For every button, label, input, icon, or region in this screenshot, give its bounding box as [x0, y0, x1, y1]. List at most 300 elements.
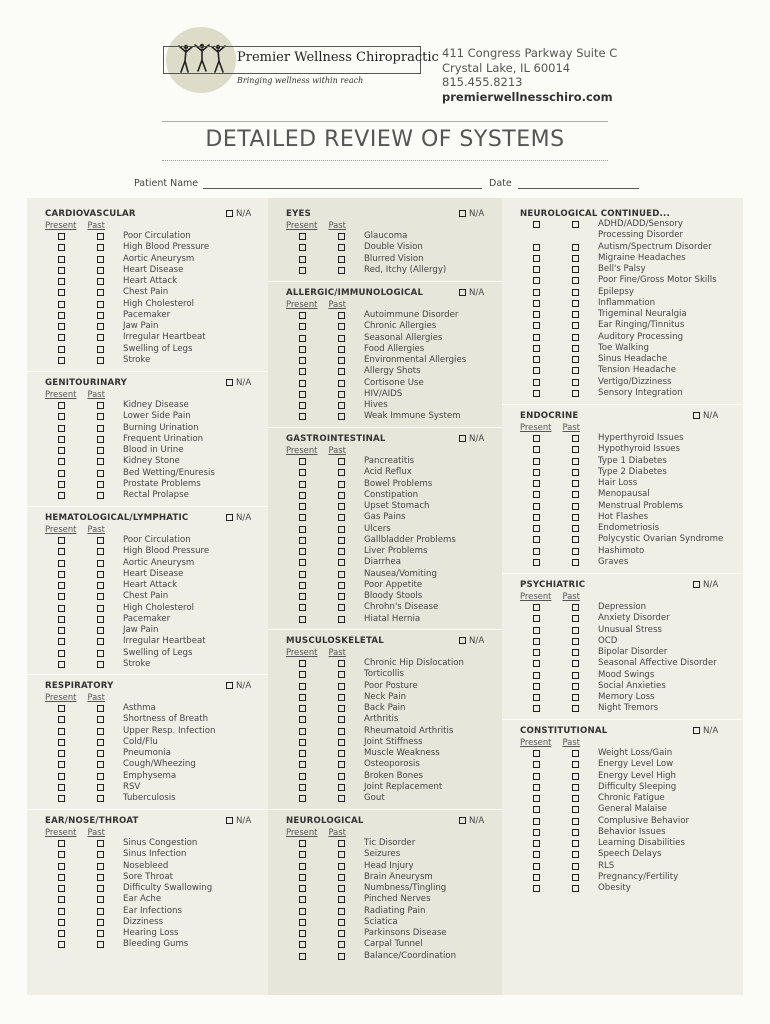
present-checkbox[interactable]: [299, 851, 306, 858]
past-checkbox[interactable]: [97, 650, 104, 657]
present-checkbox[interactable]: [299, 660, 306, 667]
past-checkbox[interactable]: [338, 559, 345, 566]
past-checkbox[interactable]: [97, 716, 104, 723]
past-checkbox[interactable]: [572, 672, 579, 679]
present-checkbox[interactable]: [58, 784, 65, 791]
present-checkbox[interactable]: [299, 402, 306, 409]
past-checkbox[interactable]: [338, 671, 345, 678]
present-checkbox[interactable]: [299, 616, 306, 623]
date-field[interactable]: [518, 188, 639, 189]
past-checkbox[interactable]: [338, 571, 345, 578]
present-checkbox[interactable]: [299, 357, 306, 364]
present-checkbox[interactable]: [533, 367, 540, 374]
past-checkbox[interactable]: [572, 705, 579, 712]
present-checkbox[interactable]: [58, 773, 65, 780]
present-checkbox[interactable]: [58, 739, 65, 746]
na-checkbox[interactable]: [226, 210, 233, 217]
past-checkbox[interactable]: [97, 267, 104, 274]
past-checkbox[interactable]: [338, 683, 345, 690]
present-checkbox[interactable]: [58, 661, 65, 668]
present-checkbox[interactable]: [533, 559, 540, 566]
past-checkbox[interactable]: [572, 638, 579, 645]
past-checkbox[interactable]: [338, 761, 345, 768]
past-checkbox[interactable]: [97, 661, 104, 668]
past-checkbox[interactable]: [97, 896, 104, 903]
past-checkbox[interactable]: [572, 322, 579, 329]
present-checkbox[interactable]: [533, 311, 540, 318]
past-checkbox[interactable]: [338, 458, 345, 465]
present-checkbox[interactable]: [533, 503, 540, 510]
past-checkbox[interactable]: [338, 402, 345, 409]
past-checkbox[interactable]: [338, 514, 345, 521]
na-checkbox[interactable]: [226, 379, 233, 386]
past-checkbox[interactable]: [572, 356, 579, 363]
na-checkbox[interactable]: [459, 817, 466, 824]
present-checkbox[interactable]: [533, 818, 540, 825]
past-checkbox[interactable]: [338, 716, 345, 723]
na-option[interactable]: [459, 209, 484, 219]
present-checkbox[interactable]: [533, 244, 540, 251]
past-checkbox[interactable]: [338, 380, 345, 387]
past-checkbox[interactable]: [97, 289, 104, 296]
past-checkbox[interactable]: [97, 750, 104, 757]
present-checkbox[interactable]: [299, 716, 306, 723]
past-checkbox[interactable]: [97, 593, 104, 600]
present-checkbox[interactable]: [58, 402, 65, 409]
past-checkbox[interactable]: [97, 761, 104, 768]
present-checkbox[interactable]: [58, 705, 65, 712]
past-checkbox[interactable]: [97, 481, 104, 488]
present-checkbox[interactable]: [299, 323, 306, 330]
present-checkbox[interactable]: [299, 481, 306, 488]
past-checkbox[interactable]: [97, 705, 104, 712]
present-checkbox[interactable]: [58, 425, 65, 432]
past-checkbox[interactable]: [338, 896, 345, 903]
present-checkbox[interactable]: [533, 221, 540, 228]
present-checkbox[interactable]: [533, 615, 540, 622]
past-checkbox[interactable]: [338, 795, 345, 802]
present-checkbox[interactable]: [58, 582, 65, 589]
present-checkbox[interactable]: [533, 604, 540, 611]
present-checkbox[interactable]: [299, 548, 306, 555]
past-checkbox[interactable]: [338, 323, 345, 330]
present-checkbox[interactable]: [58, 851, 65, 858]
present-checkbox[interactable]: [299, 919, 306, 926]
present-checkbox[interactable]: [58, 346, 65, 353]
past-checkbox[interactable]: [572, 221, 579, 228]
present-checkbox[interactable]: [299, 492, 306, 499]
past-checkbox[interactable]: [97, 885, 104, 892]
past-checkbox[interactable]: [97, 278, 104, 285]
present-checkbox[interactable]: [533, 750, 540, 757]
present-checkbox[interactable]: [533, 536, 540, 543]
past-checkbox[interactable]: [338, 368, 345, 375]
present-checkbox[interactable]: [299, 559, 306, 566]
past-checkbox[interactable]: [97, 346, 104, 353]
past-checkbox[interactable]: [97, 638, 104, 645]
present-checkbox[interactable]: [533, 289, 540, 296]
past-checkbox[interactable]: [97, 436, 104, 443]
past-checkbox[interactable]: [572, 379, 579, 386]
past-checkbox[interactable]: [572, 469, 579, 476]
present-checkbox[interactable]: [299, 604, 306, 611]
past-checkbox[interactable]: [97, 874, 104, 881]
past-checkbox[interactable]: [97, 627, 104, 634]
past-checkbox[interactable]: [97, 233, 104, 240]
present-checkbox[interactable]: [58, 256, 65, 263]
present-checkbox[interactable]: [58, 885, 65, 892]
past-checkbox[interactable]: [338, 750, 345, 757]
present-checkbox[interactable]: [533, 446, 540, 453]
past-checkbox[interactable]: [97, 908, 104, 915]
past-checkbox[interactable]: [572, 435, 579, 442]
past-checkbox[interactable]: [338, 953, 345, 960]
present-checkbox[interactable]: [533, 863, 540, 870]
past-checkbox[interactable]: [572, 761, 579, 768]
na-checkbox[interactable]: [459, 289, 466, 296]
present-checkbox[interactable]: [533, 345, 540, 352]
present-checkbox[interactable]: [58, 930, 65, 937]
present-checkbox[interactable]: [58, 605, 65, 612]
present-checkbox[interactable]: [299, 896, 306, 903]
present-checkbox[interactable]: [299, 874, 306, 881]
past-checkbox[interactable]: [97, 402, 104, 409]
na-checkbox[interactable]: [693, 581, 700, 588]
present-checkbox[interactable]: [533, 627, 540, 634]
past-checkbox[interactable]: [97, 605, 104, 612]
present-checkbox[interactable]: [58, 481, 65, 488]
past-checkbox[interactable]: [338, 391, 345, 398]
present-checkbox[interactable]: [299, 784, 306, 791]
present-checkbox[interactable]: [299, 795, 306, 802]
past-checkbox[interactable]: [572, 277, 579, 284]
past-checkbox[interactable]: [97, 941, 104, 948]
present-checkbox[interactable]: [533, 480, 540, 487]
past-checkbox[interactable]: [572, 885, 579, 892]
present-checkbox[interactable]: [299, 908, 306, 915]
present-checkbox[interactable]: [58, 447, 65, 454]
present-checkbox[interactable]: [58, 323, 65, 330]
present-checkbox[interactable]: [299, 458, 306, 465]
past-checkbox[interactable]: [572, 367, 579, 374]
present-checkbox[interactable]: [533, 277, 540, 284]
past-checkbox[interactable]: [338, 492, 345, 499]
present-checkbox[interactable]: [533, 795, 540, 802]
past-checkbox[interactable]: [97, 334, 104, 341]
past-checkbox[interactable]: [338, 616, 345, 623]
na-checkbox[interactable]: [459, 637, 466, 644]
present-checkbox[interactable]: [58, 840, 65, 847]
present-checkbox[interactable]: [299, 761, 306, 768]
past-checkbox[interactable]: [572, 548, 579, 555]
present-checkbox[interactable]: [533, 390, 540, 397]
present-checkbox[interactable]: [533, 356, 540, 363]
past-checkbox[interactable]: [97, 582, 104, 589]
na-checkbox[interactable]: [459, 435, 466, 442]
past-checkbox[interactable]: [572, 446, 579, 453]
present-checkbox[interactable]: [533, 829, 540, 836]
past-checkbox[interactable]: [338, 784, 345, 791]
na-option[interactable]: [226, 681, 251, 691]
present-checkbox[interactable]: [299, 728, 306, 735]
past-checkbox[interactable]: [338, 469, 345, 476]
na-checkbox[interactable]: [226, 514, 233, 521]
present-checkbox[interactable]: [58, 470, 65, 477]
present-checkbox[interactable]: [58, 627, 65, 634]
present-checkbox[interactable]: [533, 525, 540, 532]
present-checkbox[interactable]: [299, 267, 306, 274]
present-checkbox[interactable]: [533, 514, 540, 521]
past-checkbox[interactable]: [572, 311, 579, 318]
na-option[interactable]: [226, 209, 251, 219]
past-checkbox[interactable]: [338, 874, 345, 881]
present-checkbox[interactable]: [533, 491, 540, 498]
present-checkbox[interactable]: [533, 548, 540, 555]
present-checkbox[interactable]: [299, 368, 306, 375]
na-option[interactable]: [693, 726, 718, 736]
past-checkbox[interactable]: [572, 536, 579, 543]
present-checkbox[interactable]: [299, 380, 306, 387]
past-checkbox[interactable]: [338, 705, 345, 712]
na-checkbox[interactable]: [693, 412, 700, 419]
past-checkbox[interactable]: [572, 480, 579, 487]
past-checkbox[interactable]: [338, 593, 345, 600]
present-checkbox[interactable]: [299, 233, 306, 240]
present-checkbox[interactable]: [299, 413, 306, 420]
past-checkbox[interactable]: [338, 335, 345, 342]
present-checkbox[interactable]: [299, 671, 306, 678]
present-checkbox[interactable]: [533, 379, 540, 386]
present-checkbox[interactable]: [299, 953, 306, 960]
past-checkbox[interactable]: [97, 413, 104, 420]
present-checkbox[interactable]: [299, 941, 306, 948]
present-checkbox[interactable]: [58, 728, 65, 735]
past-checkbox[interactable]: [572, 559, 579, 566]
present-checkbox[interactable]: [533, 874, 540, 881]
present-checkbox[interactable]: [299, 514, 306, 521]
na-option[interactable]: [459, 288, 484, 298]
present-checkbox[interactable]: [58, 244, 65, 251]
present-checkbox[interactable]: [299, 739, 306, 746]
past-checkbox[interactable]: [572, 491, 579, 498]
present-checkbox[interactable]: [58, 593, 65, 600]
present-checkbox[interactable]: [58, 616, 65, 623]
present-checkbox[interactable]: [299, 346, 306, 353]
present-checkbox[interactable]: [58, 548, 65, 555]
present-checkbox[interactable]: [58, 560, 65, 567]
past-checkbox[interactable]: [97, 739, 104, 746]
present-checkbox[interactable]: [533, 705, 540, 712]
past-checkbox[interactable]: [97, 616, 104, 623]
present-checkbox[interactable]: [299, 750, 306, 757]
present-checkbox[interactable]: [533, 638, 540, 645]
past-checkbox[interactable]: [338, 267, 345, 274]
website-link[interactable]: premierwellnesschiro.com: [442, 89, 613, 104]
past-checkbox[interactable]: [572, 345, 579, 352]
past-checkbox[interactable]: [338, 885, 345, 892]
past-checkbox[interactable]: [338, 526, 345, 533]
present-checkbox[interactable]: [299, 840, 306, 847]
past-checkbox[interactable]: [572, 604, 579, 611]
past-checkbox[interactable]: [572, 806, 579, 813]
present-checkbox[interactable]: [58, 492, 65, 499]
present-checkbox[interactable]: [533, 761, 540, 768]
past-checkbox[interactable]: [97, 470, 104, 477]
present-checkbox[interactable]: [58, 908, 65, 915]
past-checkbox[interactable]: [572, 289, 579, 296]
past-checkbox[interactable]: [572, 334, 579, 341]
present-checkbox[interactable]: [58, 537, 65, 544]
past-checkbox[interactable]: [97, 773, 104, 780]
present-checkbox[interactable]: [299, 571, 306, 578]
present-checkbox[interactable]: [533, 435, 540, 442]
past-checkbox[interactable]: [338, 582, 345, 589]
past-checkbox[interactable]: [572, 683, 579, 690]
present-checkbox[interactable]: [58, 571, 65, 578]
past-checkbox[interactable]: [338, 840, 345, 847]
present-checkbox[interactable]: [299, 683, 306, 690]
past-checkbox[interactable]: [572, 750, 579, 757]
present-checkbox[interactable]: [58, 289, 65, 296]
past-checkbox[interactable]: [97, 851, 104, 858]
na-checkbox[interactable]: [226, 682, 233, 689]
na-option[interactable]: [459, 636, 484, 646]
present-checkbox[interactable]: [58, 761, 65, 768]
past-checkbox[interactable]: [97, 571, 104, 578]
present-checkbox[interactable]: [299, 773, 306, 780]
present-checkbox[interactable]: [58, 278, 65, 285]
present-checkbox[interactable]: [533, 458, 540, 465]
past-checkbox[interactable]: [572, 773, 579, 780]
present-checkbox[interactable]: [58, 436, 65, 443]
present-checkbox[interactable]: [533, 851, 540, 858]
present-checkbox[interactable]: [533, 300, 540, 307]
present-checkbox[interactable]: [58, 941, 65, 948]
na-checkbox[interactable]: [693, 727, 700, 734]
present-checkbox[interactable]: [533, 469, 540, 476]
past-checkbox[interactable]: [338, 312, 345, 319]
past-checkbox[interactable]: [572, 244, 579, 251]
past-checkbox[interactable]: [338, 233, 345, 240]
present-checkbox[interactable]: [58, 896, 65, 903]
past-checkbox[interactable]: [572, 266, 579, 273]
past-checkbox[interactable]: [338, 357, 345, 364]
past-checkbox[interactable]: [338, 908, 345, 915]
present-checkbox[interactable]: [58, 638, 65, 645]
present-checkbox[interactable]: [58, 874, 65, 881]
past-checkbox[interactable]: [338, 346, 345, 353]
past-checkbox[interactable]: [97, 784, 104, 791]
past-checkbox[interactable]: [572, 255, 579, 262]
present-checkbox[interactable]: [299, 582, 306, 589]
past-checkbox[interactable]: [97, 795, 104, 802]
past-checkbox[interactable]: [97, 919, 104, 926]
past-checkbox[interactable]: [97, 560, 104, 567]
past-checkbox[interactable]: [338, 930, 345, 937]
past-checkbox[interactable]: [97, 301, 104, 308]
present-checkbox[interactable]: [58, 312, 65, 319]
present-checkbox[interactable]: [533, 773, 540, 780]
present-checkbox[interactable]: [299, 244, 306, 251]
present-checkbox[interactable]: [299, 863, 306, 870]
past-checkbox[interactable]: [338, 548, 345, 555]
past-checkbox[interactable]: [572, 874, 579, 881]
past-checkbox[interactable]: [97, 840, 104, 847]
past-checkbox[interactable]: [572, 458, 579, 465]
past-checkbox[interactable]: [338, 244, 345, 251]
past-checkbox[interactable]: [572, 863, 579, 870]
present-checkbox[interactable]: [58, 750, 65, 757]
present-checkbox[interactable]: [533, 672, 540, 679]
past-checkbox[interactable]: [572, 525, 579, 532]
past-checkbox[interactable]: [97, 312, 104, 319]
past-checkbox[interactable]: [97, 548, 104, 555]
present-checkbox[interactable]: [58, 357, 65, 364]
past-checkbox[interactable]: [97, 537, 104, 544]
present-checkbox[interactable]: [58, 863, 65, 870]
past-checkbox[interactable]: [338, 941, 345, 948]
past-checkbox[interactable]: [572, 300, 579, 307]
past-checkbox[interactable]: [572, 840, 579, 847]
na-checkbox[interactable]: [226, 817, 233, 824]
past-checkbox[interactable]: [572, 660, 579, 667]
present-checkbox[interactable]: [533, 784, 540, 791]
patient-name-field[interactable]: [203, 188, 482, 189]
past-checkbox[interactable]: [97, 244, 104, 251]
na-option[interactable]: [693, 580, 718, 590]
past-checkbox[interactable]: [338, 863, 345, 870]
past-checkbox[interactable]: [338, 728, 345, 735]
present-checkbox[interactable]: [299, 705, 306, 712]
na-option[interactable]: [226, 816, 251, 826]
past-checkbox[interactable]: [572, 390, 579, 397]
past-checkbox[interactable]: [338, 739, 345, 746]
past-checkbox[interactable]: [572, 851, 579, 858]
past-checkbox[interactable]: [572, 795, 579, 802]
present-checkbox[interactable]: [58, 919, 65, 926]
present-checkbox[interactable]: [533, 885, 540, 892]
past-checkbox[interactable]: [572, 694, 579, 701]
past-checkbox[interactable]: [338, 256, 345, 263]
past-checkbox[interactable]: [97, 930, 104, 937]
past-checkbox[interactable]: [338, 503, 345, 510]
na-option[interactable]: [226, 378, 251, 388]
present-checkbox[interactable]: [299, 526, 306, 533]
past-checkbox[interactable]: [97, 492, 104, 499]
present-checkbox[interactable]: [299, 885, 306, 892]
present-checkbox[interactable]: [533, 334, 540, 341]
past-checkbox[interactable]: [338, 919, 345, 926]
past-checkbox[interactable]: [572, 503, 579, 510]
past-checkbox[interactable]: [338, 660, 345, 667]
past-checkbox[interactable]: [572, 627, 579, 634]
present-checkbox[interactable]: [58, 650, 65, 657]
present-checkbox[interactable]: [58, 795, 65, 802]
past-checkbox[interactable]: [97, 458, 104, 465]
past-checkbox[interactable]: [338, 773, 345, 780]
present-checkbox[interactable]: [58, 233, 65, 240]
past-checkbox[interactable]: [97, 256, 104, 263]
present-checkbox[interactable]: [299, 593, 306, 600]
past-checkbox[interactable]: [572, 784, 579, 791]
present-checkbox[interactable]: [533, 660, 540, 667]
past-checkbox[interactable]: [572, 615, 579, 622]
present-checkbox[interactable]: [58, 267, 65, 274]
past-checkbox[interactable]: [572, 649, 579, 656]
present-checkbox[interactable]: [533, 322, 540, 329]
present-checkbox[interactable]: [299, 391, 306, 398]
present-checkbox[interactable]: [533, 649, 540, 656]
